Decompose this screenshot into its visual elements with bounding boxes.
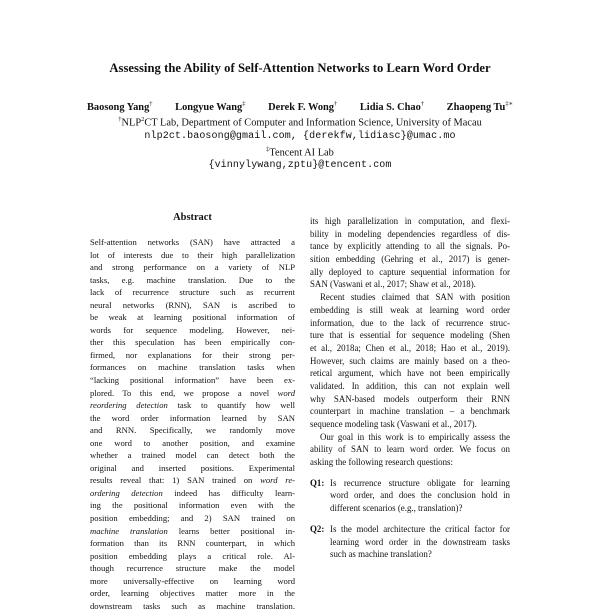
intro-line: SAN (Vaswani et al., 2017; Shaw et al., 2018). [310,279,476,290]
abstract-line: whether a trained model can detect both the [90,450,295,461]
abstract-line: more universally-effective on learning word [90,575,295,586]
q1-label: Q1: [310,477,325,488]
intro-line: why SAN-based models outperform their RNN [310,393,510,404]
intro-line: ability of SAN to learn word order. We focus on [310,444,510,455]
abstract-line: lot of interests due to their high parallelization [90,249,295,260]
intro-line: tance by explicitly attending to all the signals. Po- [310,241,510,252]
research-question-2 [310,523,510,561]
intro-line: embedding is still weak at learning word order [310,304,510,315]
abstract-line: machine translation learns better positional in- [90,525,295,536]
abstract-line: position embedding; and 2) SAN trained on [90,513,295,524]
intro-line: retical argument, which have not been empirically [310,368,510,379]
q2-line: such as machine translation? [330,549,432,560]
abstract-line: position embedding plays a critical role. Al- [90,550,295,561]
intro-line: Recent studies claimed that SAN with position [320,292,510,303]
abstract-line: though recurrence structure make the model [90,563,295,574]
intro-line: et al., 2018a; Chen et al., 2018; Hao et al., 2019). [310,342,510,353]
paper-title: Assessing the Ability of Self-Attention Networks to Learn Word Order [109,61,491,75]
abstract-line: order, learning objectives matter more in the [90,588,295,599]
intro-line: sequence modeling task (Vaswani et al., 2017). [310,419,477,429]
abstract-line: the word order information learned by SAN [90,412,295,423]
intro-line: counterpart in machine translation – a benchmark [310,406,510,417]
abstract-line: be weak at learning positional information of [90,312,295,323]
abstract-line: “lacking positional information” have been ex- [90,375,295,386]
abstract-line: ordering detection indeed has difficulty learn- [90,487,295,498]
abstract-line: ing the positional information even with the [90,500,295,511]
affiliation-1-email: nlp2ct.baosong@gmail.com, {derekfw,lidiasc}@umac.mo [144,131,456,142]
introduction-body [310,215,510,561]
q2-line: learning word order in the downstream tasks [330,536,510,547]
intro-line: However, such claims are mainly based on a theo- [310,355,510,366]
q1-line: different scenarios (e.g., translation)? [330,503,463,514]
abstract-line: words for sequence modeling. However, nei- [90,324,295,335]
q1-line: word order, and does the conclusion hold in [330,490,510,501]
intro-line: ally deployed to capture sequential information for [310,266,510,277]
abstract-line: downstream tasks such as machine translation. [90,600,295,611]
intro-line: information, due to the lack of recurrence struc- [310,317,510,328]
abstract-line: lack of recurrence structure such as recurrent [90,287,295,298]
abstract-line: formances on machine translation tasks when [90,362,295,373]
intro-line: sition embedding (Gehring et al., 2017) is gener- [310,254,510,265]
abstract-line: original and inserted positions. Experimental [90,462,295,473]
author-list [0,100,600,113]
abstract-body [90,236,295,612]
abstract-line: and strong performance on a variety of NLP [90,262,295,273]
author-4: Lidia S. Chao† [359,101,425,114]
abstract-line: Self-attention networks (SAN) have attracted a [90,237,295,247]
affiliation-1: †NLP$^2$CT Lab, Department of Computer and Information Science, University of Macau [118,116,482,129]
author-5: Zhaopeng Tu‡∗ [446,101,513,114]
abstract-line: one word to another position, and examine [90,437,295,448]
research-question-1 [310,477,510,515]
abstract-line: plored. To this end, we propose a novel word [90,387,295,398]
abstract-line: ther this speculation has been empirically con- [90,337,295,348]
abstract-heading: Abstract [173,212,212,223]
author-1: Baosong Yang† [87,101,153,114]
intro-line: validated. In addition, this can not explain well [310,380,510,391]
intro-line: ture that is essential for sequence modeling (Shen [310,330,510,341]
abstract-line: results reveal that: 1) SAN trained on word re- [90,475,295,486]
intro-line: bility in modeling dependencies regardless of dis- [310,228,510,239]
q1-line: Is recurrence structure obligate for learning [330,477,510,488]
affiliation-2: ‡Tencent AI Lab [266,146,334,159]
abstract-line: firmed, nor explanations for their strong per- [90,349,295,360]
intro-line: Our goal in this work is to empirically assess the [320,431,510,442]
q2-label: Q2: [310,523,325,534]
abstract-line: neural networks (RNN), SAN is ascribed to [90,299,295,310]
abstract-line: reordering detection task to quantify how well [90,400,295,411]
intro-line: its high parallelization in computation, and flexi- [310,216,510,226]
abstract-line: and RNN. Specifically, we randomly move [90,425,295,436]
intro-line: asking the following research questions: [310,457,453,468]
abstract-line: formation than its RNN counterpart, in which [90,538,295,549]
author-3: Derek F. Wong† [268,101,338,114]
abstract-line: tasks, e.g. machine translation. Due to the [90,274,295,285]
affiliation-2-email: {vinnylywang,zptu}@tencent.com [208,160,392,171]
q2-line: Is the model architecture the critical factor for [330,523,510,534]
author-2: Longyue Wang‡ [175,101,246,114]
